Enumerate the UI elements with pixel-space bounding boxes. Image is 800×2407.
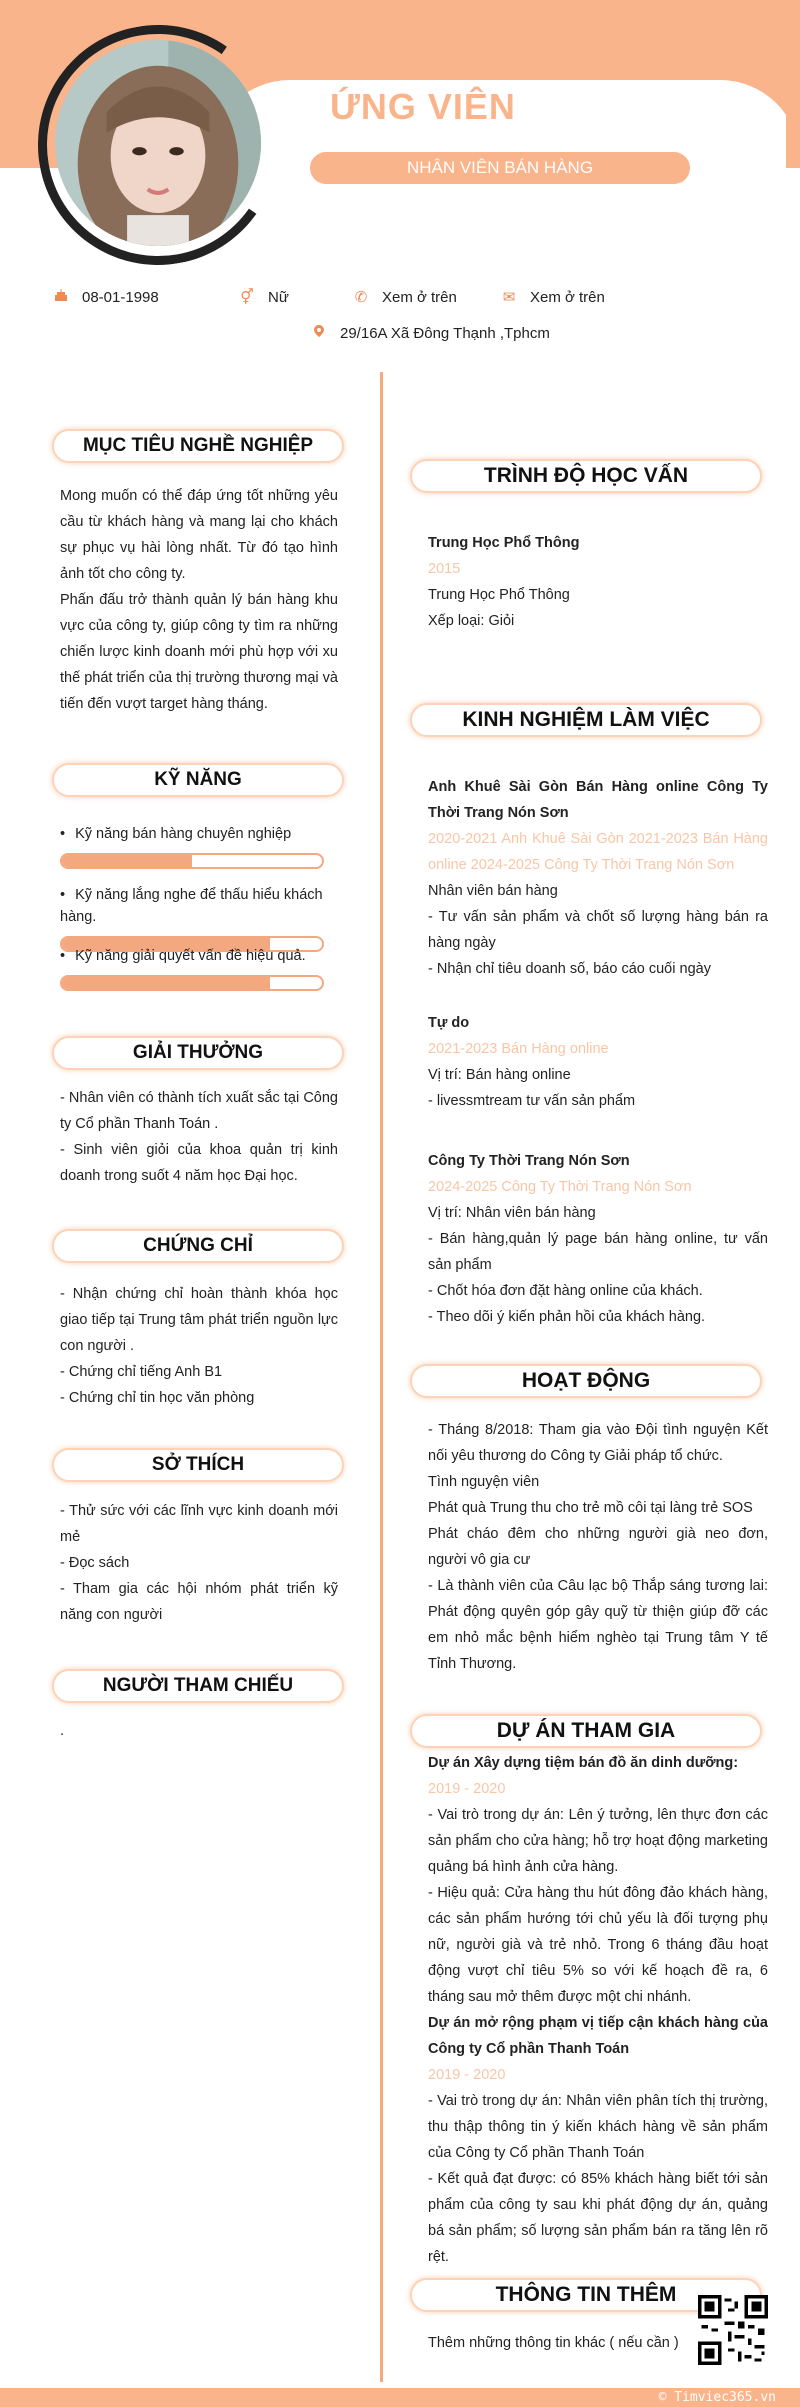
project-desc: - Hiệu quả: Cửa hàng thu hút đông đảo khách hàng, các sản phẩm hướng tới chủ yếu là đối tượng phụ nữ, người già và trẻ nhỏ. Trong 6 tháng đầu hoạt động vượt chỉ tiêu 5% so với kế hoạch đề ra, 6 tháng sau mở thêm được một chi nhánh.	[428, 1885, 768, 2005]
projects-title: DỰ ÁN THAM GIA	[410, 1714, 762, 1748]
extra-text	[428, 2330, 688, 2356]
hobbies-p2: - Đọc sách	[60, 1555, 130, 1571]
experience-job	[428, 774, 768, 982]
job-role: Vị trí: Bán hàng online	[428, 1067, 571, 1083]
activities-text	[428, 1417, 768, 1677]
contact-email	[500, 288, 605, 306]
project-name: Dự án Xây dựng tiệm bán đồ ăn dinh dưỡng:	[428, 1755, 739, 1771]
address-value: 29/16A Xã Đông Thạnh ,Tphcm	[340, 324, 550, 342]
candidate-name: ỨNG VIÊN	[330, 86, 516, 127]
experience-title: KINH NGHIỆM LÀM VIỆC	[410, 703, 762, 737]
activities-p1: - Tháng 8/2018: Tham gia vào Đội tình nguyện Kết nối yêu thương do Công ty Giải pháp tổ chức.	[428, 1422, 768, 1464]
skill-bar-fill	[62, 855, 192, 867]
contact-birthday	[52, 288, 159, 306]
job-company: Tự do	[428, 1015, 470, 1031]
job-period: 2020-2021 Anh Khuê Sài Gòn 2021-2023 Bán Hàng online 2024-2025 Công Ty Thời Trang Nón Sơn	[428, 831, 768, 873]
certificates-text	[60, 1281, 338, 1411]
certificates-p2: - Chứng chỉ tiếng Anh B1	[60, 1364, 223, 1380]
map-pin-icon	[310, 324, 328, 342]
phone-value[interactable]: Xem ở trên	[382, 288, 457, 306]
hobbies-text	[60, 1498, 338, 1628]
extra-p1: Thêm những thông tin khác ( nếu cần )	[428, 2335, 679, 2351]
activities-p2: Tình nguyện viên	[428, 1474, 540, 1490]
email-value[interactable]: Xem ở trên	[530, 288, 605, 306]
skill-item	[60, 945, 350, 991]
watermark-text: © Timviec365.vn	[658, 2390, 776, 2405]
position-badge: NHÂN VIÊN BÁN HÀNG	[310, 152, 690, 184]
education-grade: Xếp loại: Giỏi	[428, 613, 515, 629]
project-period: 2019 - 2020	[428, 2067, 506, 2083]
activities-p5: - Là thành viên của Câu lạc bộ Thắp sáng tương lai: Phát động quyên góp gây quỹ từ thiện giúp đỡ các em nhỏ mắc bệnh hiểm nghèo tại Trung tâm Y tế Tỉnh Thương.	[428, 1578, 768, 1672]
project-item	[428, 1750, 768, 2010]
experience-job	[428, 1010, 768, 1114]
skill-label: • Kỹ năng bán hàng chuyên nghiệp	[60, 823, 350, 845]
certificates-p1: - Nhận chứng chỉ hoàn thành khóa học giao tiếp tại Trung tâm phát triển nguồn lực con người .	[60, 1286, 338, 1354]
skill-bar-fill	[62, 977, 270, 989]
cake-icon	[52, 288, 70, 306]
contact-phone	[352, 288, 457, 306]
gender-icon: ⚥	[240, 289, 254, 306]
awards-text	[60, 1085, 338, 1189]
project-desc: - Vai trò trong dự án: Lên ý tưởng, lên thực đơn các sản phẩm cho cửa hàng; hỗ trợ hoạt động marketing quảng bá hình ảnh cửa hàng.	[428, 1807, 768, 1875]
hobbies-p3: - Tham gia các hội nhóm phát triển kỹ năng con người	[60, 1581, 338, 1623]
objective-p2: Phấn đấu trở thành quản lý bán hàng khu vực của công ty, giúp công ty tìm ra những chiến lược kinh doanh mới phù hợp với xu thế phát triển của thị trường thương mại và tiến đến vượt target hàng tháng.	[60, 592, 338, 712]
education-block	[428, 530, 768, 634]
objective-p1: Mong muốn có thể đáp ứng tốt những yêu cầu từ khách hàng và mang lại cho khách sự phục vụ hài lòng nhất. Từ đó tạo hình ảnh tốt cho công ty.	[60, 488, 338, 582]
job-desc: - Theo dõi ý kiến phản hồi của khách hàng.	[428, 1309, 706, 1325]
certificates-title: CHỨNG CHỈ	[52, 1229, 344, 1263]
gender-value: Nữ	[268, 288, 289, 306]
column-divider	[380, 372, 383, 2382]
activities-p4: Phát cháo đêm cho những người già neo đơn, người vô gia cư	[428, 1526, 768, 1568]
skill-label: • Kỹ năng giải quyết vấn đề hiệu quả.	[60, 945, 350, 967]
education-title: TRÌNH ĐỘ HỌC VẤN	[410, 459, 762, 493]
job-desc: - Chốt hóa đơn đặt hàng online của khách.	[428, 1283, 703, 1299]
skill-item	[60, 823, 350, 869]
job-desc: - Tư vấn sản phẩm và chốt số lượng hàng bán ra hàng ngày	[428, 909, 768, 951]
phone-icon: ✆	[354, 289, 368, 306]
contact-gender	[238, 288, 289, 306]
header-band-edge	[786, 0, 800, 168]
skill-item	[60, 884, 350, 952]
project-name: Dự án mở rộng phạm vị tiếp cận khách hàng của Công ty Cổ phần Thanh Toán	[428, 2015, 768, 2057]
skill-label: • Kỹ năng lắng nghe để thấu hiểu khách hàng.	[60, 884, 350, 928]
project-item	[428, 2010, 768, 2270]
job-desc: - Nhận chỉ tiêu doanh số, báo cáo cuối ngày	[428, 961, 711, 977]
objective-title: MỤC TIÊU NGHỀ NGHIỆP	[52, 429, 344, 463]
education-major: Trung Học Phổ Thông	[428, 587, 570, 603]
experience-job	[428, 1148, 768, 1330]
project-desc: - Kết quả đạt được: có 85% khách hàng biết tới sản phẩm của công ty sau khi phát động dự án, quảng bá sản phẩm; số lượng sản phẩm bán ra tăng lên rõ rệt.	[428, 2171, 768, 2265]
avatar	[55, 40, 261, 246]
hobbies-p1: - Thử sức với các lĩnh vực kinh doanh mới mẻ	[60, 1503, 338, 1545]
qr-code-icon	[698, 2295, 768, 2365]
extra-title: THÔNG TIN THÊM	[410, 2278, 762, 2312]
activities-title: HOẠT ĐỘNG	[410, 1364, 762, 1398]
education-year: 2015	[428, 561, 461, 577]
awards-p1: - Nhân viên có thành tích xuất sắc tại Công ty Cổ phần Thanh Toán .	[60, 1090, 338, 1132]
activities-p3: Phát quà Trung thu cho trẻ mồ côi tại làng trẻ SOS	[428, 1500, 753, 1516]
job-role: Vị trí: Nhân viên bán hàng	[428, 1205, 596, 1221]
avatar-photo	[55, 40, 261, 246]
hobbies-title: SỞ THÍCH	[52, 1448, 344, 1482]
job-company: Công Ty Thời Trang Nón Sơn	[428, 1153, 630, 1169]
skill-bar	[60, 853, 324, 869]
job-period: 2021-2023 Bán Hàng online	[428, 1041, 609, 1057]
awards-title: GIẢI THƯỞNG	[52, 1036, 344, 1070]
project-period: 2019 - 2020	[428, 1781, 506, 1797]
job-desc: - livessmtream tư vấn sản phẩm	[428, 1093, 636, 1109]
references-text	[60, 1718, 338, 1744]
mail-icon: ✉	[502, 289, 516, 306]
job-desc: - Bán hàng,quản lý page bán hàng online, tư vấn sản phẩm	[428, 1231, 768, 1273]
skills-title: KỸ NĂNG	[52, 763, 344, 797]
skill-bar	[60, 975, 324, 991]
education-school: Trung Học Phổ Thông	[428, 535, 580, 551]
certificates-p3: - Chứng chỉ tin học văn phòng	[60, 1390, 255, 1406]
project-desc: - Vai trò trong dự án: Nhân viên phân tích thị trường, thu thập thông tin ý kiến khách hàng về sản phẩm của Công ty Cổ phần Thanh Toán	[428, 2093, 768, 2161]
job-company: Anh Khuê Sài Gòn Bán Hàng online Công Ty Thời Trang Nón Sơn	[428, 779, 768, 821]
objective-text	[60, 483, 338, 717]
awards-p2: - Sinh viên giỏi của khoa quản trị kinh doanh trong suốt 4 năm học Đại học.	[60, 1142, 338, 1184]
references-title: NGƯỜI THAM CHIẾU	[52, 1669, 344, 1703]
contact-address	[310, 324, 550, 342]
references-p1: .	[60, 1723, 65, 1739]
birthday-value: 08-01-1998	[82, 288, 159, 306]
job-role: Nhân viên bán hàng	[428, 883, 558, 899]
job-period: 2024-2025 Công Ty Thời Trang Nón Sơn	[428, 1179, 692, 1195]
